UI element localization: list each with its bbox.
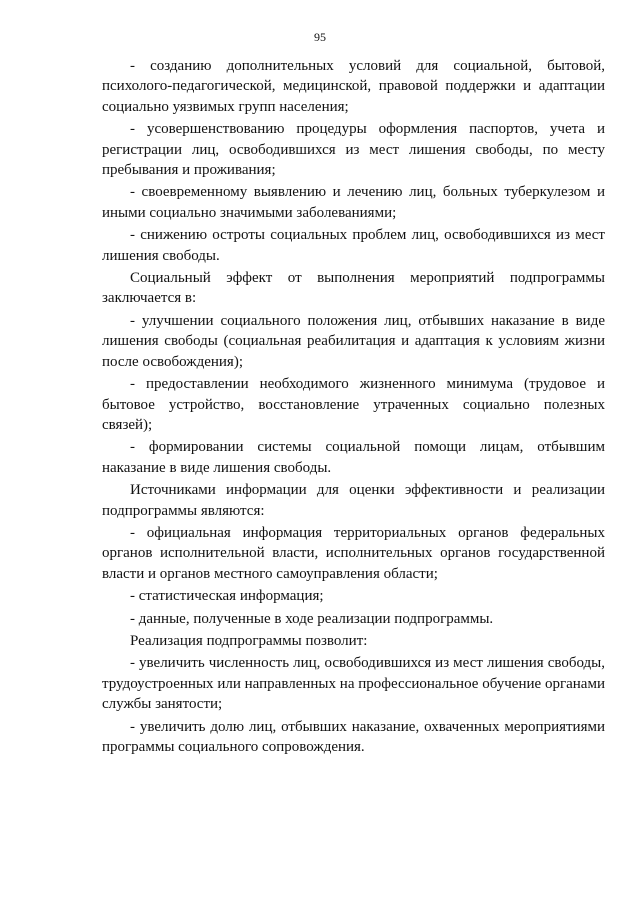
paragraph-social-effect: Социальный эффект от выполнения мероприятий подпрограммы заключается в: bbox=[102, 270, 605, 307]
list-item-official-information: - официальная информация территориальных органов федеральных органов исполнительной власти, исполнительных органов государственной власти и органов местного самоуправления области; bbox=[102, 524, 605, 582]
paragraph-implementation-allows: Реализация подпрограммы позволит: bbox=[130, 632, 368, 649]
document-body bbox=[102, 56, 605, 759]
list-item-support-coverage: - увеличить долю лиц, отбывших наказание, охваченных мероприятиями программы социального сопровождения. bbox=[102, 718, 605, 755]
list-item-passport-procedures: - усовершенствованию процедуры оформления паспортов, учета и регистрации лиц, освободившихся из мест лишения свободы, по месту пребывания и проживания; bbox=[102, 121, 605, 179]
list-item-social-position: - улучшении социального положения лиц, отбывших наказание в виде лишения свободы (социальная реабилитация и адаптация к условиям жизни после освобождения); bbox=[102, 312, 605, 370]
paragraph-information-sources: Источниками информации для оценки эффективности и реализации подпрограммы являются: bbox=[102, 482, 605, 519]
list-item-employment-increase: - увеличить численность лиц, освободившихся из мест лишения свободы, трудоустроенных или направленных на профессиональное обучение органами службы занятости; bbox=[102, 655, 605, 713]
list-item-implementation-data: - данные, полученные в ходе реализации подпрограммы. bbox=[130, 610, 494, 627]
page-number: 95 bbox=[314, 30, 326, 44]
list-item-social-help-system: - формировании системы социальной помощи лицам, отбывшим наказание в виде лишения свободы. bbox=[102, 439, 605, 476]
list-item-social-problems: - снижению остроты социальных проблем лиц, освободившихся из мест лишения свободы. bbox=[102, 227, 605, 264]
list-item-statistics: - статистическая информация; bbox=[130, 588, 324, 605]
list-item-living-minimum: - предоставлении необходимого жизненного минимума (трудовое и бытовое устройство, восстановление утраченных социально полезных связей); bbox=[102, 376, 605, 433]
list-item-social-support: - созданию дополнительных условий для социальной, бытовой, психолого-педагогической, медицинской, правовой поддержки и адаптации социально уязвимых групп населения; bbox=[102, 58, 605, 115]
list-item-tuberculosis-treatment: - своевременному выявлению и лечению лиц, больных туберкулезом и иными социально значимыми заболеваниями; bbox=[102, 184, 605, 221]
